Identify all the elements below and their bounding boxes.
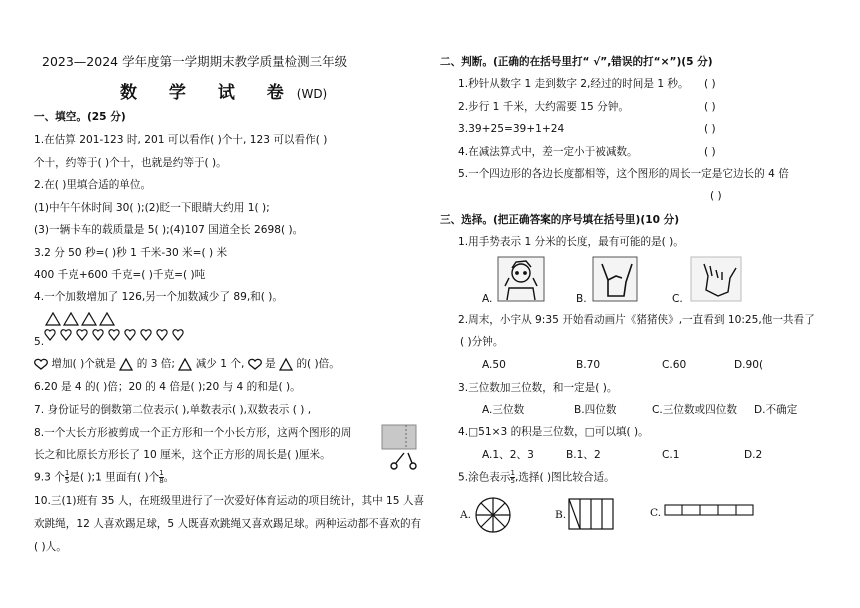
- q1-line1: 1.在估算 201-123 时, 201 可以看作( )个十, 123 可以看作( ): [34, 134, 328, 146]
- q6: 6.20 是 4 的( )倍；20 的 4 倍是( );20 与 4 的和是( )。: [34, 381, 301, 393]
- section-true-false: 二、判断。(正确的在括号里打“ √”,错误的打“×”)(5 分): [440, 56, 713, 68]
- gesture-picture-a: [497, 256, 545, 302]
- q5-sentence: 增加( )个就是 的 3 倍; 减少 1 个, 是 的( )倍。: [34, 357, 340, 371]
- judge-1: 1.秒针从数字 1 走到数字 2,经过的时间是 1 秒。: [458, 78, 689, 90]
- choice-3-option-c: C.三位数或四位数: [652, 404, 737, 416]
- q10-line3: ( )人。: [34, 541, 67, 553]
- judge-2-paren: ( ): [704, 101, 716, 113]
- q8-line2: 长之和比原长方形长了 10 厘米，这个正方形的周长是( )厘米。: [34, 449, 331, 461]
- choice-1-option-c: C.: [672, 293, 683, 305]
- gesture-picture-c: [690, 256, 742, 302]
- q1-line2: 个十，约等于( )个十，也就是约等于( )。: [34, 157, 227, 169]
- choice-2-option-d: D.90(: [734, 359, 764, 371]
- q4: 4.一个加数增加了 126,另一个加数减少了 89,和( )。: [34, 291, 284, 303]
- choice-4-option-c: C.1: [662, 449, 680, 461]
- judge-1-paren: ( ): [704, 78, 716, 90]
- exam-title: 2023—2024 学年度第一学期期末教学质量检测三年级: [42, 54, 348, 69]
- q2: 2.在( )里填合适的单位。: [34, 179, 152, 191]
- choice-2-option-a: A.50: [482, 359, 506, 371]
- choice-4-option-d: D.2: [744, 449, 763, 461]
- triangle-icon: [178, 358, 192, 371]
- choice-3-option-b: B.四位数: [574, 404, 617, 416]
- q3-line2: 400 千克+600 千克=( )千克=( )吨: [34, 269, 206, 281]
- choice-1-option-b: B.: [576, 293, 587, 305]
- q8-rectangle-picture: [380, 423, 420, 471]
- choice-5-option-a: A.: [460, 509, 472, 521]
- q5-shapes-picture: [42, 310, 188, 344]
- choice-4-option-a: A.1、2、3: [482, 449, 534, 461]
- choice-3: 3.三位数加三位数，和一定是( )。: [458, 382, 618, 394]
- judge-3: 3.39+25=39+1+24: [458, 123, 565, 135]
- triangle-icon: [119, 358, 133, 371]
- choice-5-option-c: C.: [650, 507, 662, 519]
- choice-3-option-a: A.三位数: [482, 404, 525, 416]
- choice-5: 5.涂色表示 $\frac{1}{5}$ ,选择( )图比较合适。: [458, 469, 615, 485]
- choice-1-option-a: A.: [482, 293, 493, 305]
- q5-number: 5.: [34, 336, 45, 348]
- choice-1: 1.用手势表示 1 分米的长度，最有可能的是( )。: [458, 236, 684, 248]
- heart-icon: [248, 358, 262, 370]
- subject-title: 数 学 试 卷(WD): [120, 83, 328, 103]
- choice-2-line2: ( )分钟。: [460, 336, 504, 348]
- choice-2-line1: 2.周末，小宇从 9:35 开始看动画片《猪猪侠》,一直看到 10:25,他一共看了: [458, 314, 815, 326]
- rectangle-divided-picture: [568, 498, 614, 530]
- judge-3-paren: ( ): [704, 123, 716, 135]
- q10-line1: 10.三(1)班有 35 人，在班级里进行了一次爱好体育运动的项目统计，其中 15 人喜: [34, 495, 425, 507]
- judge-5: 5.一个四边形的各边长度都相等，这个图形的周长一定是它边长的 4 倍: [458, 168, 789, 180]
- fraction-one-fifth: $\frac{1}{5}$: [64, 469, 70, 485]
- triangle-icon: [279, 358, 293, 371]
- q10-line2: 欢跳绳，12 人喜欢踢足球，5 人既喜欢跳绳又喜欢踢足球。两种运动都不喜欢的有: [34, 518, 422, 530]
- q2-line2: (3)一辆卡车的载质量是 5( );(4)107 国道全长 2698( )。: [34, 224, 304, 236]
- fraction-one-fifth: $\frac{1}{5}$: [510, 469, 515, 485]
- q3-line1: 3.2 分 50 秒=( )秒 1 千米-30 米=( ) 米: [34, 247, 228, 259]
- choice-2-option-b: B.70: [576, 359, 601, 371]
- choice-4: 4.□51×3 的积是三位数，□可以填( )。: [458, 426, 649, 438]
- circle-divided-picture: [474, 496, 512, 534]
- judge-4-paren: ( ): [704, 146, 716, 158]
- section-fill-blanks: 一、填空。(25 分): [34, 111, 126, 123]
- judge-5-paren: ( ): [710, 190, 722, 202]
- strip-divided-picture: [664, 504, 754, 516]
- gesture-picture-b: [592, 256, 638, 302]
- fraction-one-eighth: $\frac{1}{8}$: [159, 469, 164, 485]
- heart-icon: [34, 358, 48, 370]
- choice-5-option-b: B.: [555, 509, 567, 521]
- section-multiple-choice: 三、选择。(把正确答案的序号填在括号里)(10 分): [440, 214, 680, 226]
- choice-4-option-b: B.1、2: [566, 449, 601, 461]
- judge-2: 2.步行 1 千米，大约需要 15 分钟。: [458, 101, 629, 113]
- choice-3-option-d: D.不确定: [754, 404, 798, 416]
- judge-4: 4.在减法算式中，差一定小于被减数。: [458, 146, 638, 158]
- q2-line1: (1)中午午休时间 30( );(2)眨一下眼睛大约用 1( );: [34, 202, 270, 214]
- q9: 9.3 个 $\frac{1}{5}$ 是( );1 里面有( )个 $\frac{1}{8}$ 。: [34, 469, 175, 485]
- q7: 7. 身份证号的倒数第二位表示( ),单数表示( ),双数表示 ( ) ,: [34, 404, 312, 416]
- q8-line1: 8.一个大长方形被剪成一个正方形和一个小长方形，这两个图形的周: [34, 427, 352, 439]
- choice-2-option-c: C.60: [662, 359, 687, 371]
